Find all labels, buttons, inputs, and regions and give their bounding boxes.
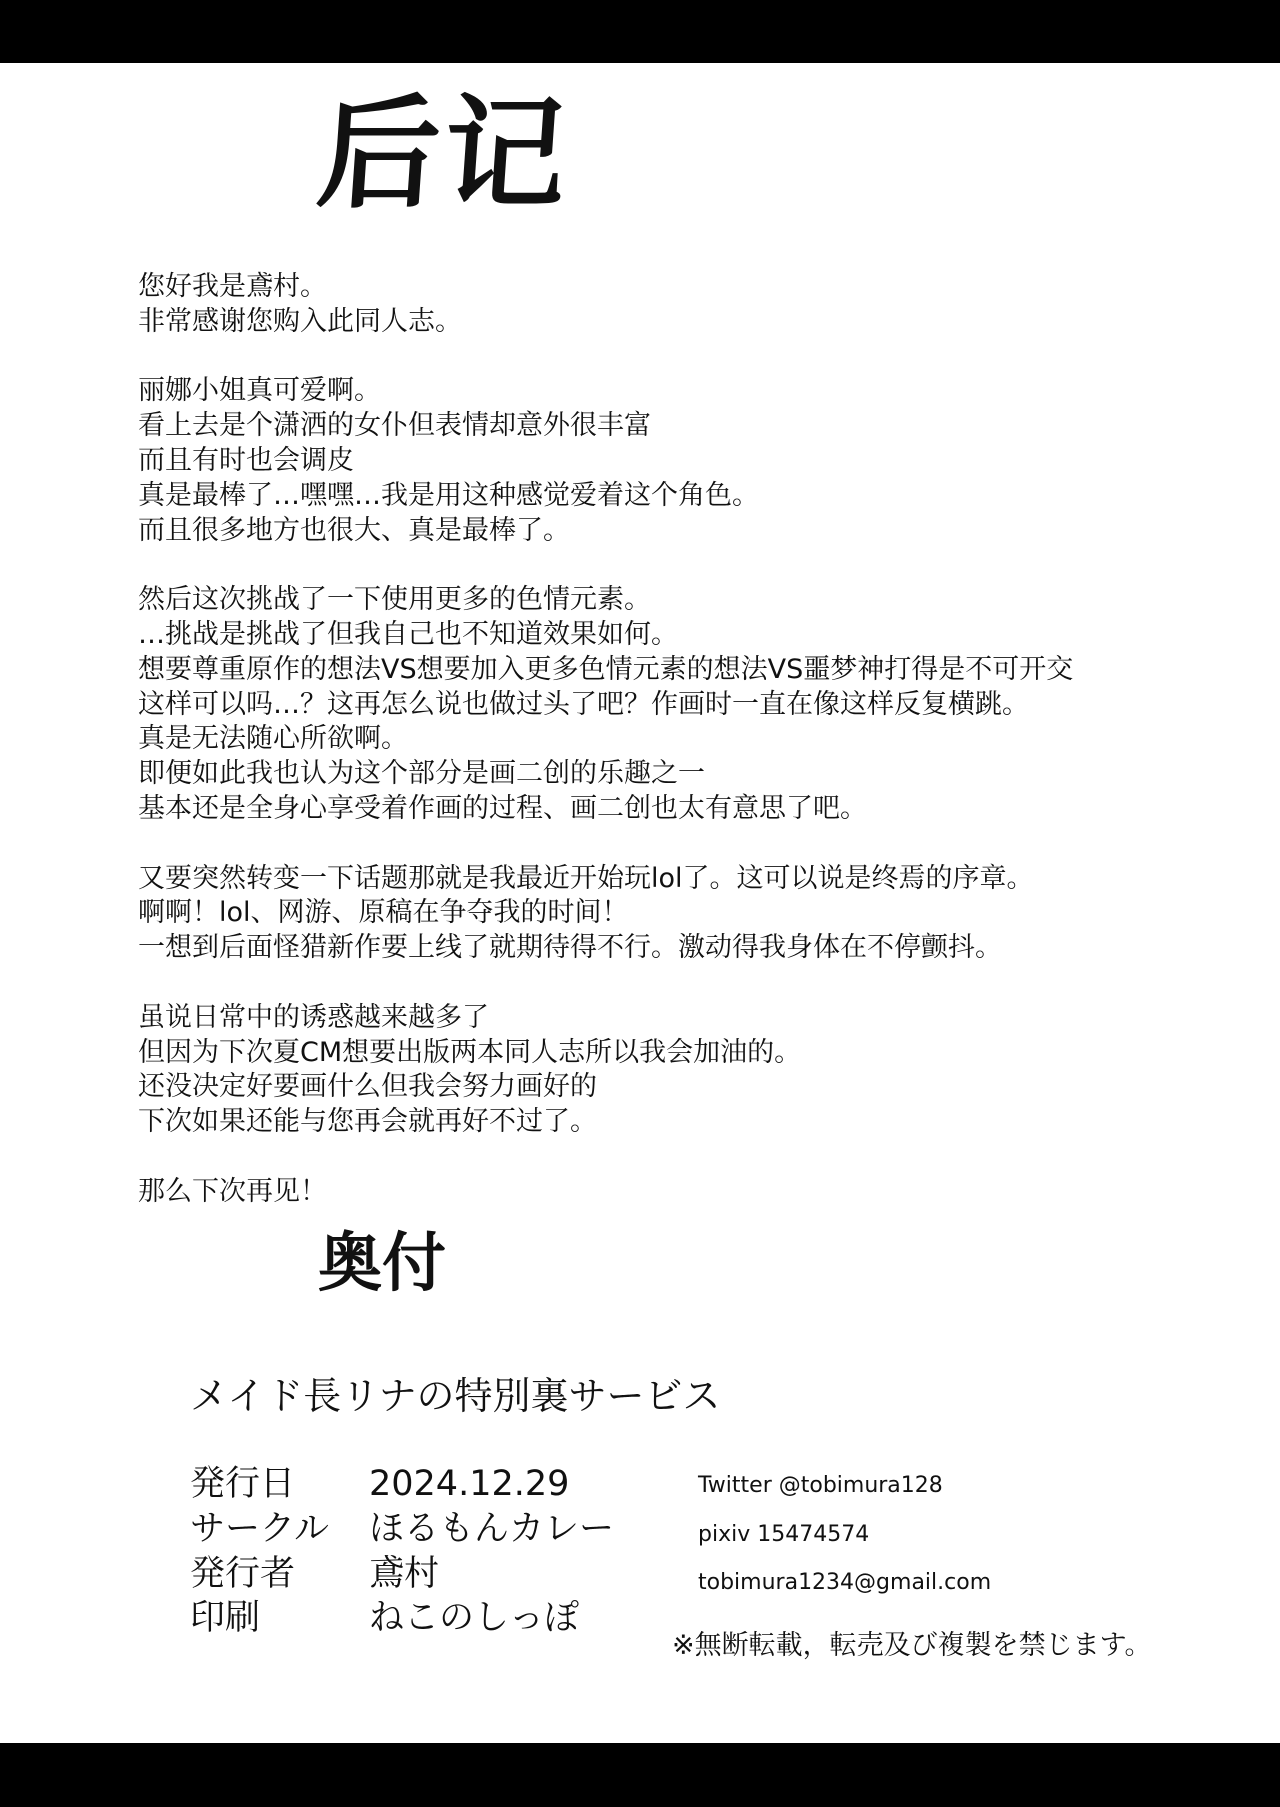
body-line: 啊啊！lol、网游、原稿在争夺我的时间！ (138, 897, 629, 929)
body-line: 您好我是鳶村。 (138, 271, 327, 302)
body-line: 虽说日常中的诱惑越来越多了 (138, 1001, 489, 1033)
bottom-black-bar (0, 1743, 1280, 1807)
copyright-notice: ※無断転載，転売及び複製を禁じます。 (672, 1630, 1152, 1661)
body-line (138, 1140, 1073, 1175)
top-black-bar (0, 0, 1280, 63)
contact-email: tobimura1234@gmail.com (698, 1570, 992, 1595)
body-line: 但因为下次夏CM想要出版两本同人志所以我会加油的。 (138, 1036, 802, 1068)
body-line: 又要突然转变一下话题那就是我最近开始玩lol了。这可以说是终焉的序章。 (138, 862, 1034, 894)
body-line: 那么下次再见！ (138, 1175, 327, 1207)
body-line: 而且很多地方也很大、真是最棒了。 (138, 514, 570, 546)
body-line: 真是无法随心所欲啊。 (138, 723, 408, 755)
colophon-row-circle (190, 1508, 614, 1550)
book-title: メイド長リナの特別裏サービス (190, 1374, 721, 1418)
contact-pixiv: pixiv 15474574 (698, 1522, 870, 1547)
body-line (138, 340, 1073, 375)
body-line: 还没决定好要画什么但我会努力画好的 (138, 1071, 597, 1103)
row-value: 2024.12.29 (369, 1464, 570, 1504)
body-line: 非常感谢您购入此同人志。 (138, 305, 462, 337)
row-label: 発行者 (190, 1554, 296, 1594)
page-title: 后记 (312, 81, 576, 225)
body-line: 看上去是个潇洒的女仆但表情却意外很丰富 (138, 410, 651, 442)
body-line: 基本还是全身心享受着作画的过程、画二创也太有意思了吧。 (138, 792, 867, 824)
row-value: ねこのしっぽ (369, 1598, 580, 1638)
body-line: 一想到后面怪猎新作要上线了就期待得不行。激动得我身体在不停颤抖。 (138, 932, 1002, 964)
body-line: …挑战是挑战了但我自己也不知道效果如何。 (138, 618, 678, 650)
body-line: 然后这次挑战了一下使用更多的色情元素。 (138, 584, 651, 616)
colophon-heading: 奥付 (318, 1227, 446, 1301)
row-value: ほるもんカレー (369, 1509, 615, 1549)
colophon-row-date (190, 1463, 569, 1505)
contact-twitter: Twitter @tobimura128 (698, 1473, 943, 1498)
body-line: 这样可以吗…？这再怎么说也做过头了吧？作画时一直在像这样反复横跳。 (138, 688, 1029, 720)
body-line: 即便如此我也认为这个部分是画二创的乐趣之一 (138, 758, 705, 790)
body-line (138, 966, 1073, 1001)
afterword-body (138, 270, 1073, 1210)
row-value: 鳶村 (369, 1554, 440, 1594)
body-line: 想要尊重原作的想法VS想要加入更多色情元素的想法VS噩梦神打得是不可开交 (138, 653, 1074, 685)
colophon-row-printer (190, 1597, 579, 1639)
body-line: 丽娜小姐真可爱啊。 (138, 375, 381, 407)
row-label: 発行日 (190, 1464, 296, 1504)
body-line: 真是最棒了…嘿嘿…我是用这种感觉爱着这个角色。 (138, 479, 759, 511)
body-line (138, 548, 1073, 583)
body-line: 下次如果还能与您再会就再好不过了。 (138, 1106, 597, 1138)
colophon-row-publisher (190, 1553, 439, 1595)
body-line: 而且有时也会调皮 (138, 444, 354, 476)
body-line (138, 827, 1073, 862)
row-label: サークル (190, 1509, 329, 1549)
row-label: 印刷 (190, 1598, 261, 1638)
